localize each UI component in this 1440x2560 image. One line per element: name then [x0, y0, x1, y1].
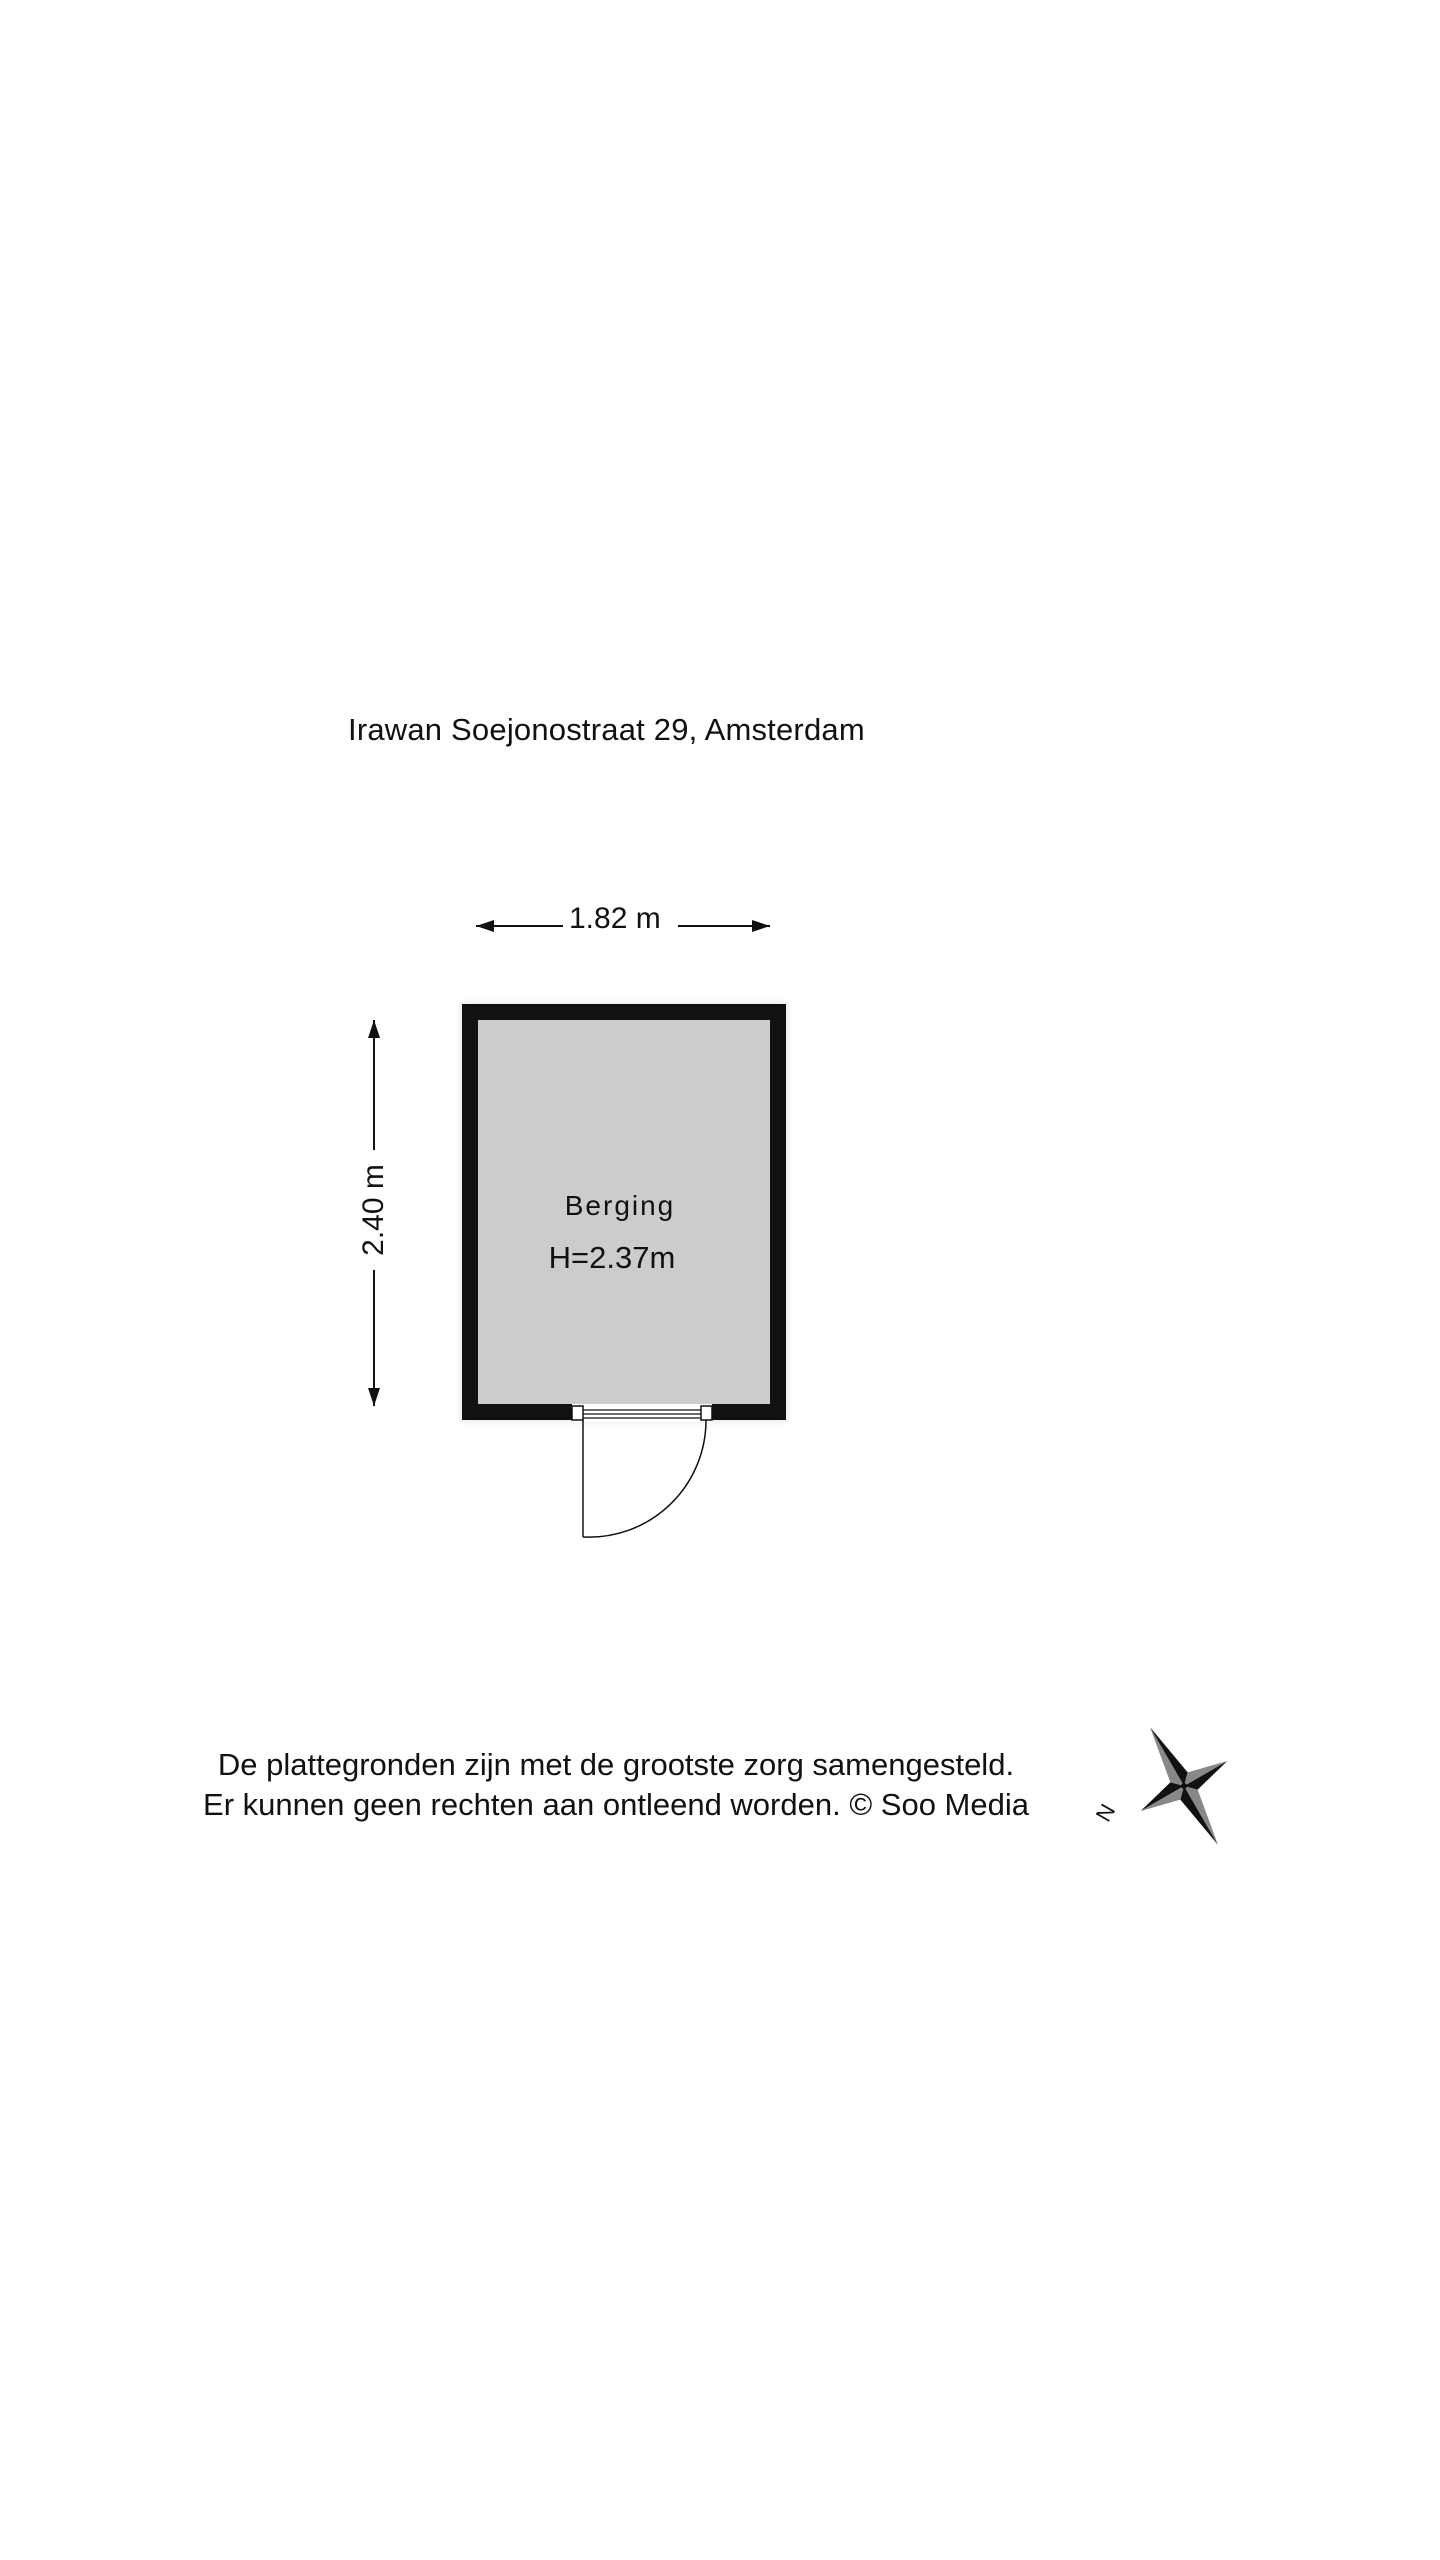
disclaimer-line-1: De plattegronden zijn met de grootste zorg samengesteld. — [217, 1747, 1015, 1782]
width-dimension-label: 1.82 m — [563, 902, 667, 936]
door-swing-arc — [583, 1420, 706, 1537]
disclaimer-text — [203, 1745, 1029, 1825]
property-address: Irawan Soejonostraat 29, Amsterdam — [348, 712, 865, 747]
height-dimension-label: 2.40 m — [357, 1158, 391, 1262]
door — [572, 1404, 712, 1537]
disclaimer-line-2: Er kunnen geen rechten aan ontleend worden. © Soo Media — [203, 1787, 1029, 1822]
compass-north-label: N — [1090, 1799, 1121, 1826]
compass-rose-icon — [1107, 1702, 1262, 1870]
room-ceiling-height-label: H=2.37m — [548, 1240, 676, 1275]
room-name-label: Berging — [564, 1190, 676, 1221]
